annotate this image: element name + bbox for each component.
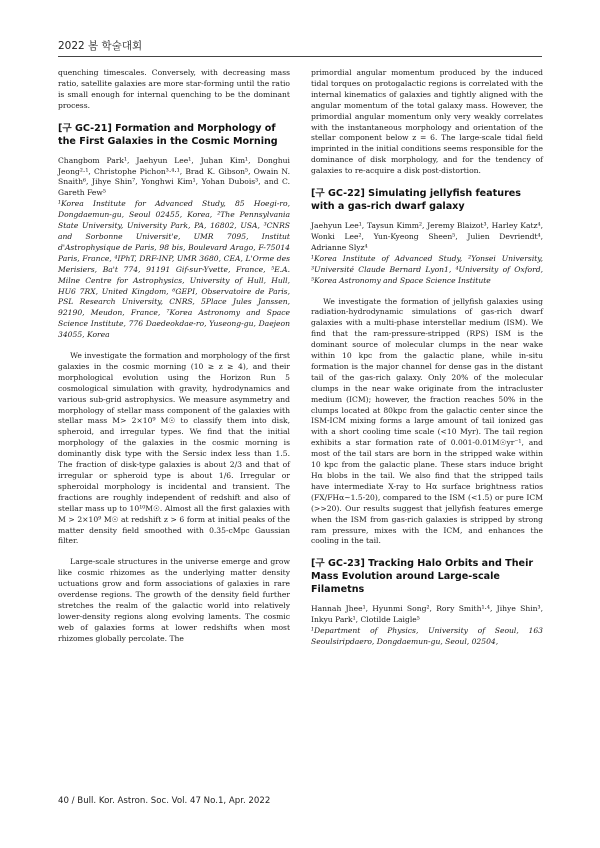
gc22-title: [구 GC-22] Simulating jellyfish features with a gas-rich dwarf galaxy	[311, 188, 522, 213]
right-column	[311, 68, 543, 648]
gc23-authors: Hannah Jhee¹, Hyunmi Song², Rory Smith¹·⁴, Jihye Shin³, Inkyu Park¹, Clotilde Laigle⁵	[311, 604, 543, 625]
left-column	[58, 68, 290, 645]
gc22-affiliations: ¹Korea Institute of Advanced Study, ²Yonsei University, ³Université Claude Bernard Lyon1, ⁴University of Oxford, ⁵Korea Astronomy and Space Science Institute	[311, 253, 543, 285]
gc21-abstract-p2: Large-scale structures in the universe emerge and grow like cosmic rhizomes as the underlying matter density uctuations grow and form associations of galaxies in rare overdense regions. The growth of the density field further stretches the realm of the galactic world into relatively lower-density regions along evolving laments. The cosmic web of galaxies forms at lower redshifts when most rhizomes globally percolate. The	[58, 557, 290, 643]
header-rule	[58, 56, 542, 57]
gc21-title: [구 GC-21] Formation and Morphology of the First Galaxies in the Cosmic Morning	[58, 122, 278, 147]
gc22-authors: Jaehyun Lee¹, Taysun Kimm², Jeremy Blaizot³, Harley Katz⁴, Wonki Lee², Yun-Kyeong Sheen⁵, Julien Devriendt⁴, Adrianne Slyz⁴	[311, 221, 543, 252]
gc23-affiliations: ¹Department of Physics, University of Seoul, 163 Seoulsiripdaero, Dongdaemun-gu, Seoul, 02504,	[311, 626, 543, 647]
gc21-affiliations: ¹Korea Institute for Advanced Study, 85 Hoegi-ro, Dongdaemun-gu, Seoul 02455, Korea, ²The Pennsylvania State University, University Park, PA, 16802, USA, ³CNRS and Sorbonne Universit'e, UMR 7095, Institut d'Astrophysique de Paris, 98 bis, Boulevard Arago, F-75014 Paris, France, ⁴IPhT, DRF-INP, UMR 3680, CEA, L'Orme des Merisiers, Ba't 774, 91191 Gif-sur-Yvette, France, ⁵E.A. Milne Centre for Astrophysics, University of Hull, Hull, HU6 7RX, United Kingdom, ⁶GEPI, Observatoire de Paris, PSL Research University, CNRS, 5Place Jules Janssen, 92190, Meudon, France, ⁷Korea Astronomy and Space Science Institute, 776 Daedeokdae-ro, Yuseong-gu, Daejeon 34055, Korea	[58, 199, 290, 340]
gc21-authors: Changbom Park¹, Jaehyun Lee¹, Juhan Kim¹, Donghui Jeong²·¹, Christophe Pichon³·⁴·¹, Brad K. Gibson⁵, Owain N. Snaith⁶, Jihye Shin⁷, Yonghwi Kim¹, Yohan Dubois³, and C. Gareth Few⁵	[58, 155, 290, 198]
page-footer: 40 / Bull. Kor. Astron. Soc. Vol. 47 No.1, Apr. 2022	[58, 796, 271, 806]
continued-text-right: primordial angular momentum produced by the induced tidal torques on protogalactic regions is correlated with the internal kinematics of galaxies and tightly aligned with the angular momentum of the total galaxy mass. However, the primordial angular momentum only very weakly correlates with the instantaneous morphology and orientation of the stellar component below z = 6. The large-scale tidal field imprinted in the initial conditions seems responsible for the dominance of disk morphology, and for the tendency of galaxies to re-acquire a disk post-distortion.	[311, 68, 543, 176]
gc21-abstract-p1: We investigate the formation and morphology of the first galaxies in the cosmic morning (10 ≥ z ≥ 4), and their morphological evolution using the Horizon Run 5 cosmological simulation with gravity, hydrodynamics and various sub-grid astrophysics. We measure asymmetry and morphology of stellar mass component of the galaxies with stellar mass M> 2×10⁹ M☉ to classify them into disk, spheroid, and irregular types. We find that the initial morphology of the galaxies in the cosmic morning is dominantly disk type with the Sersic index less than 1.5. The fraction of disk-type galaxies is about 2/3 and that of irregular or spheroid type is about 1/6. Irregular or spheroidal morphology is incidental and transient. The fractions are roughly independent of redshift and also of stellar mass up to 10¹⁰M☉. Almost all the first galaxies with M > 2×10⁹ M☉ at redshift z > 6 form at initial peaks of the matter density field smoothed with 0.35-cMpc Gaussian filter.	[58, 351, 290, 546]
gc23-title: [구 GC-23] Tracking Halo Orbits and Their Mass Evolution around Large-scale Filametns	[311, 558, 534, 596]
gc22-abstract: We investigate the formation of jellyfish galaxies using radiation-hydrodynamic simulations of gas-rich dwarf galaxies with a multi-phase interstellar medium (ISM). We find that the ram-pressure-stripped (RPS) ISM is the dominant source of molecular clumps in the near wake within 10 kpc from the galactic plane, while in-situ formation is the major channel for dense gas in the distant tail of the gas-rich galaxy. Only 20% of the molecular clumps in the near wake originate from the intracluster medium (ICM); however, the fraction reaches 50% in the clumps located at 80kpc from the galactic center since the ISM-ICM mixing forms a large amount of tail ionized gas with a short cooling time scale (<10 Myr). The tail region exhibits a star formation rate of 0.001-0.01M☉yr⁻¹, and most of the tail stars are born in the stripped wake within 10 kpc from the galactic plane. These stars induce bright Hα blobs in the tail. We also find that the stripped tails have intermediate X-ray to Hα surface brightness ratios (FX/FHα~1.5-20), compared to the ISM (<1.5) or pure ICM (>>20). Our results suggest that jellyfish features emerge when the ISM from gas-rich galaxies is stripped by strong ram pressure, mixes with the ICM, and enhances the cooling in the tail.	[311, 296, 543, 546]
running-header: 2022 봄 학술대회	[58, 40, 143, 52]
continued-text: quenching timescales. Conversely, with decreasing mass ratio, satellite galaxies are more star-forming until the ratio is small enough for internal quenching to be the dominant process.	[58, 68, 290, 110]
